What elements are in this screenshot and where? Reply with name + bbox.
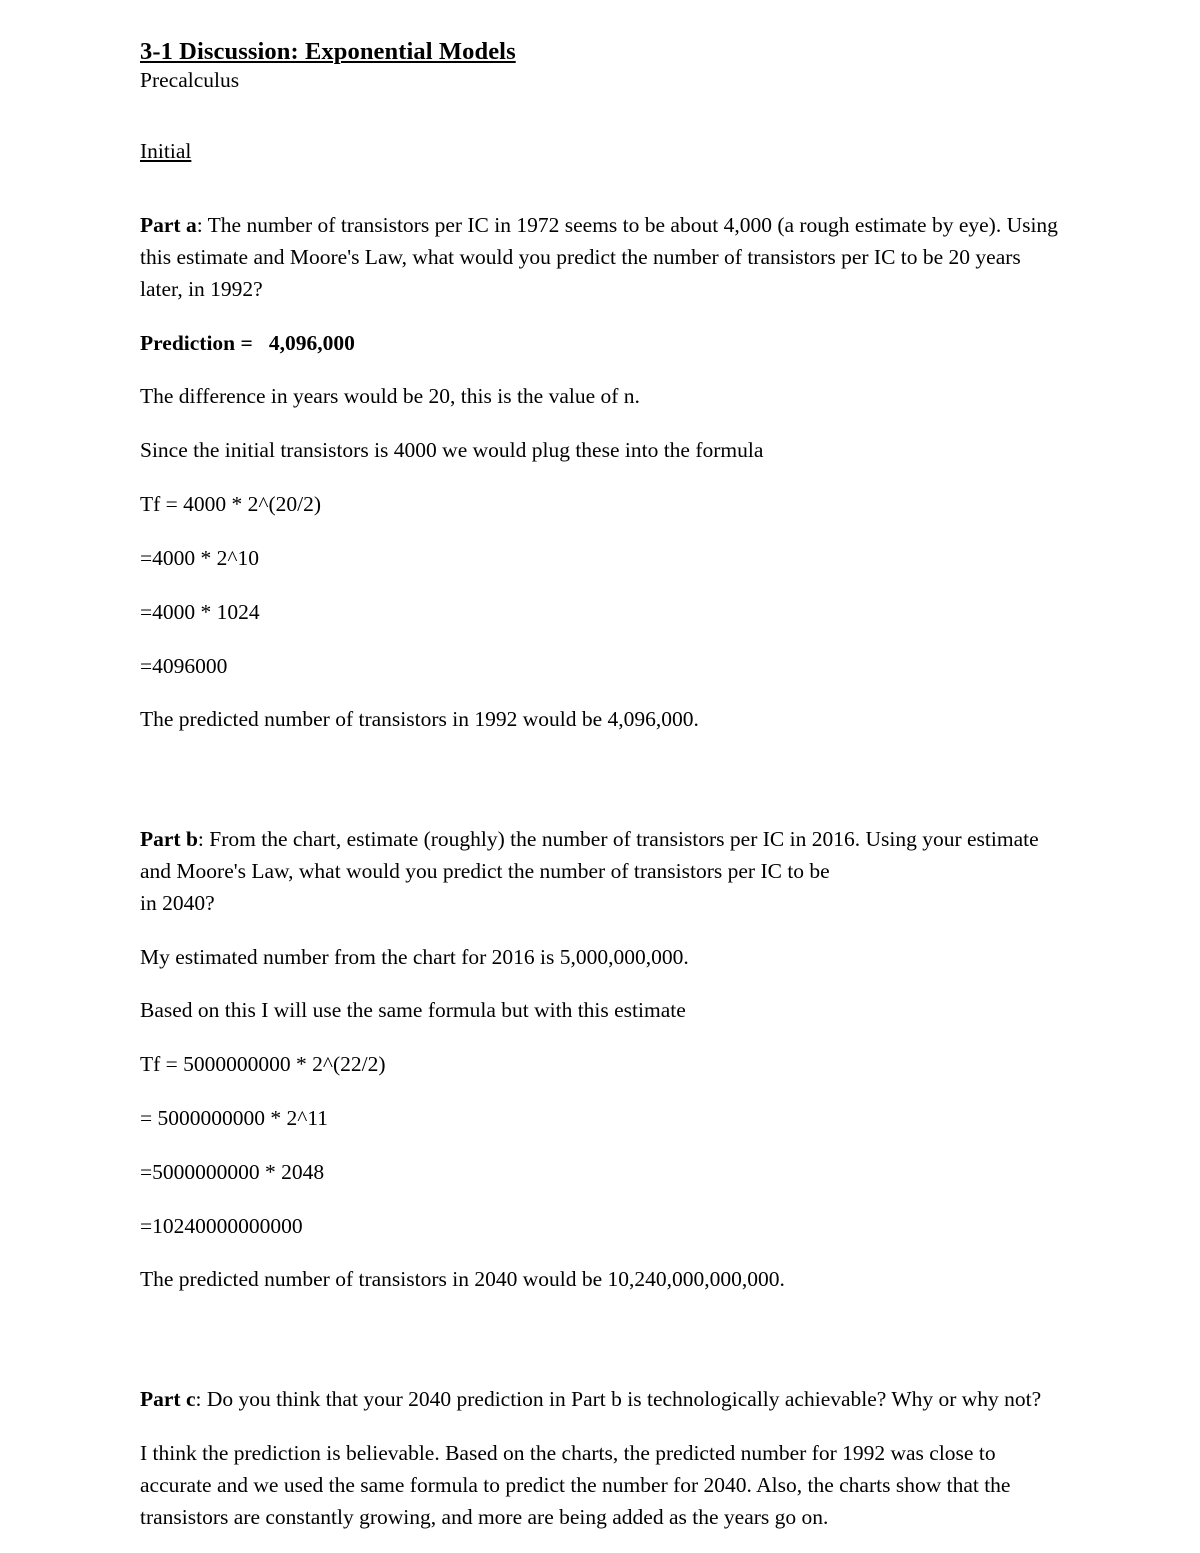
- spacer: [140, 1027, 1064, 1049]
- part-a-prediction: [140, 328, 1064, 360]
- part-c-label: Part c: [140, 1387, 196, 1412]
- part-c-answer: I think the prediction is believable. Based on the charts, the predicted number for 1992 was close to accurate and we used the same formula to predict the number for 2040. Also, the charts show that the transistors are constantly growing, and more are being added as the years go on.: [140, 1441, 1011, 1529]
- spacer: [140, 94, 1064, 138]
- part-b-line-5: =5000000000 * 2048: [140, 1159, 325, 1184]
- part-b-prompt-text: : From the chart, estimate (roughly) the number of transistors per IC in 2016. Using your estimate and Moore's Law, what would you predict the number of transistors per IC to be: [140, 827, 1039, 883]
- part-a-prompt-text: : The number of transistors per IC in 1972 seems to be about 4,000 (a rough estimate by eye). Using this estimate and Moore's Law, what would you predict the number of transistors per IC to be 20 years later, in 1992?: [140, 213, 1058, 301]
- part-c-prompt-text: : Do you think that your 2040 prediction in Part b is technologically achievable? Why or why not?: [195, 1387, 1042, 1412]
- part-a-conclusion: The predicted number of transistors in 1992 would be 4,096,000.: [140, 707, 699, 732]
- spacer: [140, 413, 1064, 435]
- document-body: [140, 38, 1064, 1534]
- part-a-line-4: =4000 * 2^10: [140, 545, 259, 570]
- part-a-line-6: =4096000: [140, 653, 228, 678]
- spacer: [140, 1189, 1064, 1211]
- part-b-line-6: =10240000000000: [140, 1213, 303, 1238]
- spacer: [140, 1135, 1064, 1157]
- part-c-prompt: [140, 1384, 1064, 1416]
- spacer: [140, 629, 1064, 651]
- part-b-line-1: My estimated number from the chart for 2016 is 5,000,000,000.: [140, 944, 689, 969]
- part-b-line-3: Tf = 5000000000 * 2^(22/2): [140, 1052, 386, 1077]
- spacer: [140, 166, 1064, 210]
- spacer: [140, 920, 1064, 942]
- section-heading-initial-wrap: [140, 138, 1064, 166]
- spacer: [140, 575, 1064, 597]
- part-a-line-2: Since the initial transistors is 4000 we would plug these into the formula: [140, 438, 764, 463]
- part-a-line-3: Tf = 4000 * 2^(20/2): [140, 492, 322, 517]
- section-heading-initial: Initial: [140, 139, 192, 164]
- page-title: 3-1 Discussion: Exponential Models: [140, 38, 516, 65]
- course-subtitle: Precalculus: [140, 68, 240, 93]
- part-a-label: Part a: [140, 213, 197, 238]
- part-b-conclusion: The predicted number of transistors in 2040 would be 10,240,000,000,000.: [140, 1267, 785, 1292]
- part-b-line-4: = 5000000000 * 2^11: [140, 1106, 329, 1131]
- spacer: [140, 467, 1064, 489]
- spacer: [140, 306, 1064, 328]
- part-a-line-5: =4000 * 1024: [140, 599, 260, 624]
- part-b-prompt-text-line2: in 2040?: [140, 890, 215, 915]
- prediction-value: 4,096,000: [268, 330, 355, 355]
- spacer: [140, 1242, 1064, 1264]
- part-b-line-2: Based on this I will use the same formula but with this estimate: [140, 998, 686, 1023]
- section-spacer: [140, 1296, 1064, 1384]
- spacer: [140, 521, 1064, 543]
- spacer: [140, 1081, 1064, 1103]
- spacer: [140, 359, 1064, 381]
- spacer: [140, 1416, 1064, 1438]
- part-b-prompt: [140, 824, 1064, 919]
- section-spacer: [140, 736, 1064, 824]
- part-a-prompt: [140, 210, 1064, 305]
- prediction-label: Prediction =: [140, 330, 253, 355]
- spacer: [140, 682, 1064, 704]
- part-a-line-1: The difference in years would be 20, this is the value of n.: [140, 384, 640, 409]
- spacer: [140, 973, 1064, 995]
- part-b-label: Part b: [140, 827, 198, 852]
